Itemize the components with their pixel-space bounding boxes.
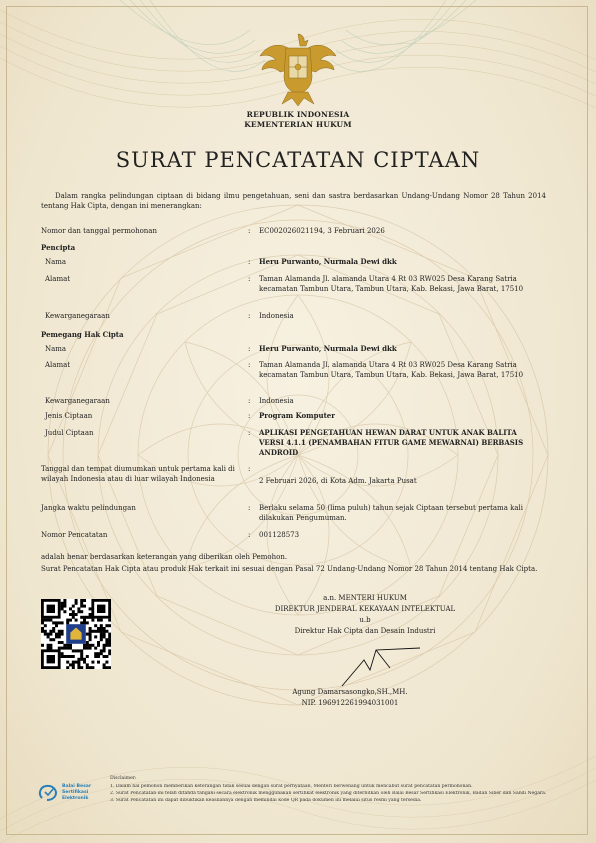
holder-citizenship-label: Kewarganegaraan <box>45 397 110 405</box>
bsre-logo-icon <box>38 784 60 802</box>
signatory-line-1: a.n. MENTERI HUKUM <box>323 594 407 602</box>
garuda-emblem-icon <box>258 30 338 108</box>
creator-address: Taman Alamanda Jl. alamanda Utara 4 Rt 03 RW025 Desa Karang Satria kecamatan Tambun Utara, Tambun Utara, Kab. Bekasi, Jawa Barat, 17510 <box>259 275 524 293</box>
bsre-label-1: Balai Besar <box>62 784 92 789</box>
application-value: EC002026021194, 3 Februari 2026 <box>259 227 385 235</box>
protection-period-label: Jangka waktu pelindungan <box>41 504 136 512</box>
colon: : <box>248 531 251 539</box>
creator-citizenship: Indonesia <box>259 312 294 320</box>
work-title: APLIKASI PENGETAHUAN HEWAN DARAT UNTUK ANAK BALITA VERSI 4.1.1 (PENAMBAHAN FITUR GAME MEWARNAI) BERBASIS ANDROID <box>259 428 524 457</box>
signatory-nip: NIP. 196912261994031001 <box>301 699 399 707</box>
colon: : <box>248 412 251 420</box>
holder-name: Heru Purwanto, Nurmala Dewi dkk <box>259 344 397 353</box>
work-type: Program Komputer <box>259 411 335 420</box>
work-type-label: Jenis Ciptaan <box>45 412 93 420</box>
qr-code-icon <box>41 599 111 669</box>
holder-name-label: Nama <box>45 345 67 353</box>
bsre-label-3: Elektronik <box>62 796 89 801</box>
holder-address-label: Alamat <box>45 361 71 369</box>
bsre-label-2: Sertifikasi <box>62 790 89 795</box>
colon: : <box>248 504 251 512</box>
colon: : <box>248 429 251 437</box>
colon: : <box>248 361 251 369</box>
colon: : <box>248 397 251 405</box>
creator-name: Heru Purwanto, Nurmala Dewi dkk <box>259 257 397 266</box>
creator-citizenship-label: Kewarganegaraan <box>45 312 110 320</box>
record-number-value: 001128573 <box>259 531 300 539</box>
signatory-line-4: Direktur Hak Cipta dan Desain Industri <box>294 627 436 635</box>
disclaimer-title: Disclaimer: <box>110 776 137 781</box>
announcement-value: 2 Februari 2026, di Kota Adm. Jakarta Pusat <box>259 477 417 485</box>
application-label: Nomor dan tanggal permohonan <box>41 227 157 235</box>
colon: : <box>248 275 251 283</box>
intro-paragraph: Dalam rangka pelindungan ciptaan di bidang ilmu pengetahuan, seni dan sastra berdasarkan Undang-Undang Nomor 28 Tahun 2014 tentang Hak Cipta, dengan ini menerangkan: <box>41 192 546 210</box>
country-name: REPUBLIK INDONESIA <box>246 110 350 119</box>
protection-period-value: Berlaku selama 50 (lima puluh) tahun sejak Ciptaan tersebut pertama kali dilakukan Pengumuman. <box>259 504 523 522</box>
creator-name-label: Nama <box>45 258 67 266</box>
record-number-label: Nomor Pencatatan <box>41 531 108 539</box>
disclaimer-note-1: 1. Dalam hal pemohon memberikan keterangan tidak sesuai dengan surat pernyataan, Menteri berwenang untuk mencabut surat pencatatan permohonan. <box>110 784 473 789</box>
colon: : <box>248 312 251 320</box>
signatory-line-3: u.b <box>359 616 371 624</box>
document-title: SURAT PENCATATAN CIPTAAN <box>115 148 481 172</box>
legal-basis-statement: Surat Pencatatan Hak Cipta atau produk Hak terkait ini sesuai dengan Pasal 72 Undang-Undang Nomor 28 Tahun 2014 tentang Hak Cipta. <box>41 565 538 573</box>
verification-qr-code[interactable] <box>41 599 111 669</box>
colon: : <box>248 465 251 473</box>
creator-heading: Pencipta <box>41 243 76 252</box>
work-title-label: Judul Ciptaan <box>45 429 94 437</box>
holder-heading: Pemegang Hak Cipta <box>41 330 124 339</box>
signatory-name: Agung Damarsasongko,SH.,MH. <box>292 688 408 696</box>
announcement-label: Tanggal dan tempat diumumkan untuk pertama kali di wilayah Indonesia atau di luar wilayah Indonesia <box>41 465 235 483</box>
colon: : <box>248 345 251 353</box>
colon: : <box>248 258 251 266</box>
holder-address: Taman Alamanda Jl. alamanda Utara 4 Rt 03 RW025 Desa Karang Satria kecamatan Tambun Utara, Tambun Utara, Kab. Bekasi, Jawa Barat, 17510 <box>259 361 524 379</box>
ministry-name: KEMENTERIAN HUKUM <box>244 120 352 129</box>
disclaimer-note-2: 2. Surat Pencatatan ini telah ditanda tangani secara elektronik menggunakan sertifikat elektronik yang diterbitkan oleh Balai Besar Sertifikasi Elektronik, Badan Siber dan Sandi Negara. <box>110 791 547 796</box>
signatory-line-2: DIREKTUR JENDERAL KEKAYAAN INTELEKTUAL <box>274 605 456 613</box>
holder-citizenship: Indonesia <box>259 397 294 405</box>
disclaimer-note-3: 3. Surat Pencatatan ini dapat dibuktikan keasliannya dengan memindai kode QR pada dokumen ini melalui situs resmi yang tersedia. <box>110 798 422 803</box>
closing-statement: adalah benar berdasarkan keterangan yang diberikan oleh Pemohon. <box>41 553 288 561</box>
colon: : <box>248 227 251 235</box>
handwritten-signature <box>330 640 430 690</box>
creator-address-label: Alamat <box>45 275 71 283</box>
